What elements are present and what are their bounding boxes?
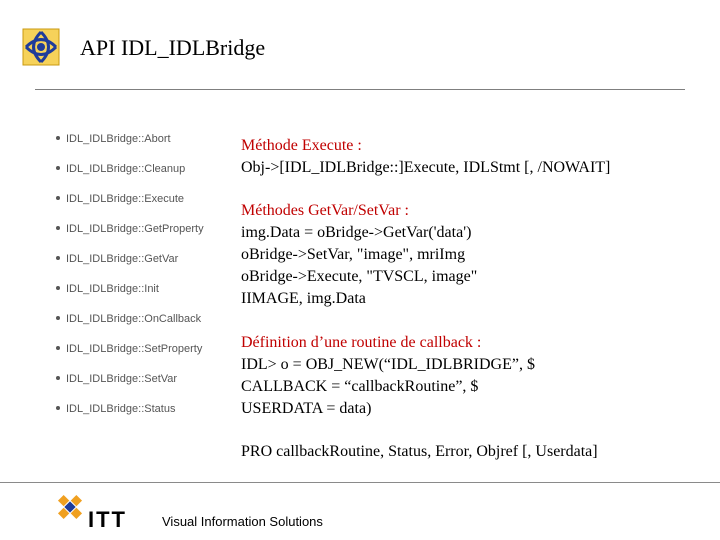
method-label: IDL_IDLBridge::Abort [66,133,171,145]
execute-heading: Méthode Execute : [241,137,362,154]
execute-syntax: Obj->[IDL_IDLBridge::]Execute, IDLStmt [, /NOWAIT] [241,159,611,176]
method-label: IDL_IDLBridge::GetVar [66,253,179,265]
method-label: IDL_IDLBridge::Cleanup [66,163,186,175]
method-item[interactable] [50,248,204,278]
slide-content [241,135,701,463]
code-line: oBridge->Execute, "TVSCL, image" [241,268,478,285]
code-line: oBridge->SetVar, "image", mriImg [241,246,466,263]
bullet-icon [56,406,60,410]
method-item[interactable] [50,368,204,398]
method-label: IDL_IDLBridge::Status [66,403,176,415]
method-item[interactable] [50,398,204,428]
method-item[interactable] [50,188,204,218]
method-item[interactable] [50,338,204,368]
bullet-icon [56,196,60,200]
code-line: IIMAGE, img.Data [241,290,366,307]
method-label: IDL_IDLBridge::GetProperty [66,223,204,235]
code-line: CALLBACK = “callbackRoutine”, $ [241,378,479,395]
bullet-icon [56,286,60,290]
method-item[interactable] [50,278,204,308]
bullet-icon [56,316,60,320]
method-label: IDL_IDLBridge::Init [66,283,159,295]
method-item[interactable] [50,218,204,248]
idl-logo-icon [22,28,60,66]
method-list [50,128,204,428]
method-item[interactable] [50,308,204,338]
method-label: IDL_IDLBridge::SetVar [66,373,178,385]
itt-logo-icon [55,492,85,522]
bullet-icon [56,226,60,230]
bullet-icon [56,256,60,260]
code-line: img.Data = oBridge->GetVar('data') [241,224,472,241]
footer-divider [0,482,720,483]
code-line: IDL> o = OBJ_NEW(“IDL_IDLBRIDGE”, $ [241,356,535,373]
method-item[interactable] [50,128,204,158]
method-label: IDL_IDLBridge::SetProperty [66,343,203,355]
pro-definition: PRO callbackRoutine, Status, Error, Objref [, Userdata] [241,443,598,460]
code-line: USERDATA = data) [241,400,372,417]
bullet-icon [56,346,60,350]
bullet-icon [56,166,60,170]
page-title: API IDL_IDLBridge [80,35,266,60]
itt-brand: ITT [88,507,127,532]
title-divider [35,89,685,90]
bullet-icon [56,136,60,140]
method-label: IDL_IDLBridge::Execute [66,193,185,205]
method-item[interactable] [50,158,204,188]
bullet-icon [56,376,60,380]
method-label: IDL_IDLBridge::OnCallback [66,313,202,325]
footer-subtitle: Visual Information Solutions [162,514,323,529]
callback-heading: Définition d’une routine de callback : [241,334,482,351]
getvar-heading: Méthodes GetVar/SetVar : [241,202,409,219]
